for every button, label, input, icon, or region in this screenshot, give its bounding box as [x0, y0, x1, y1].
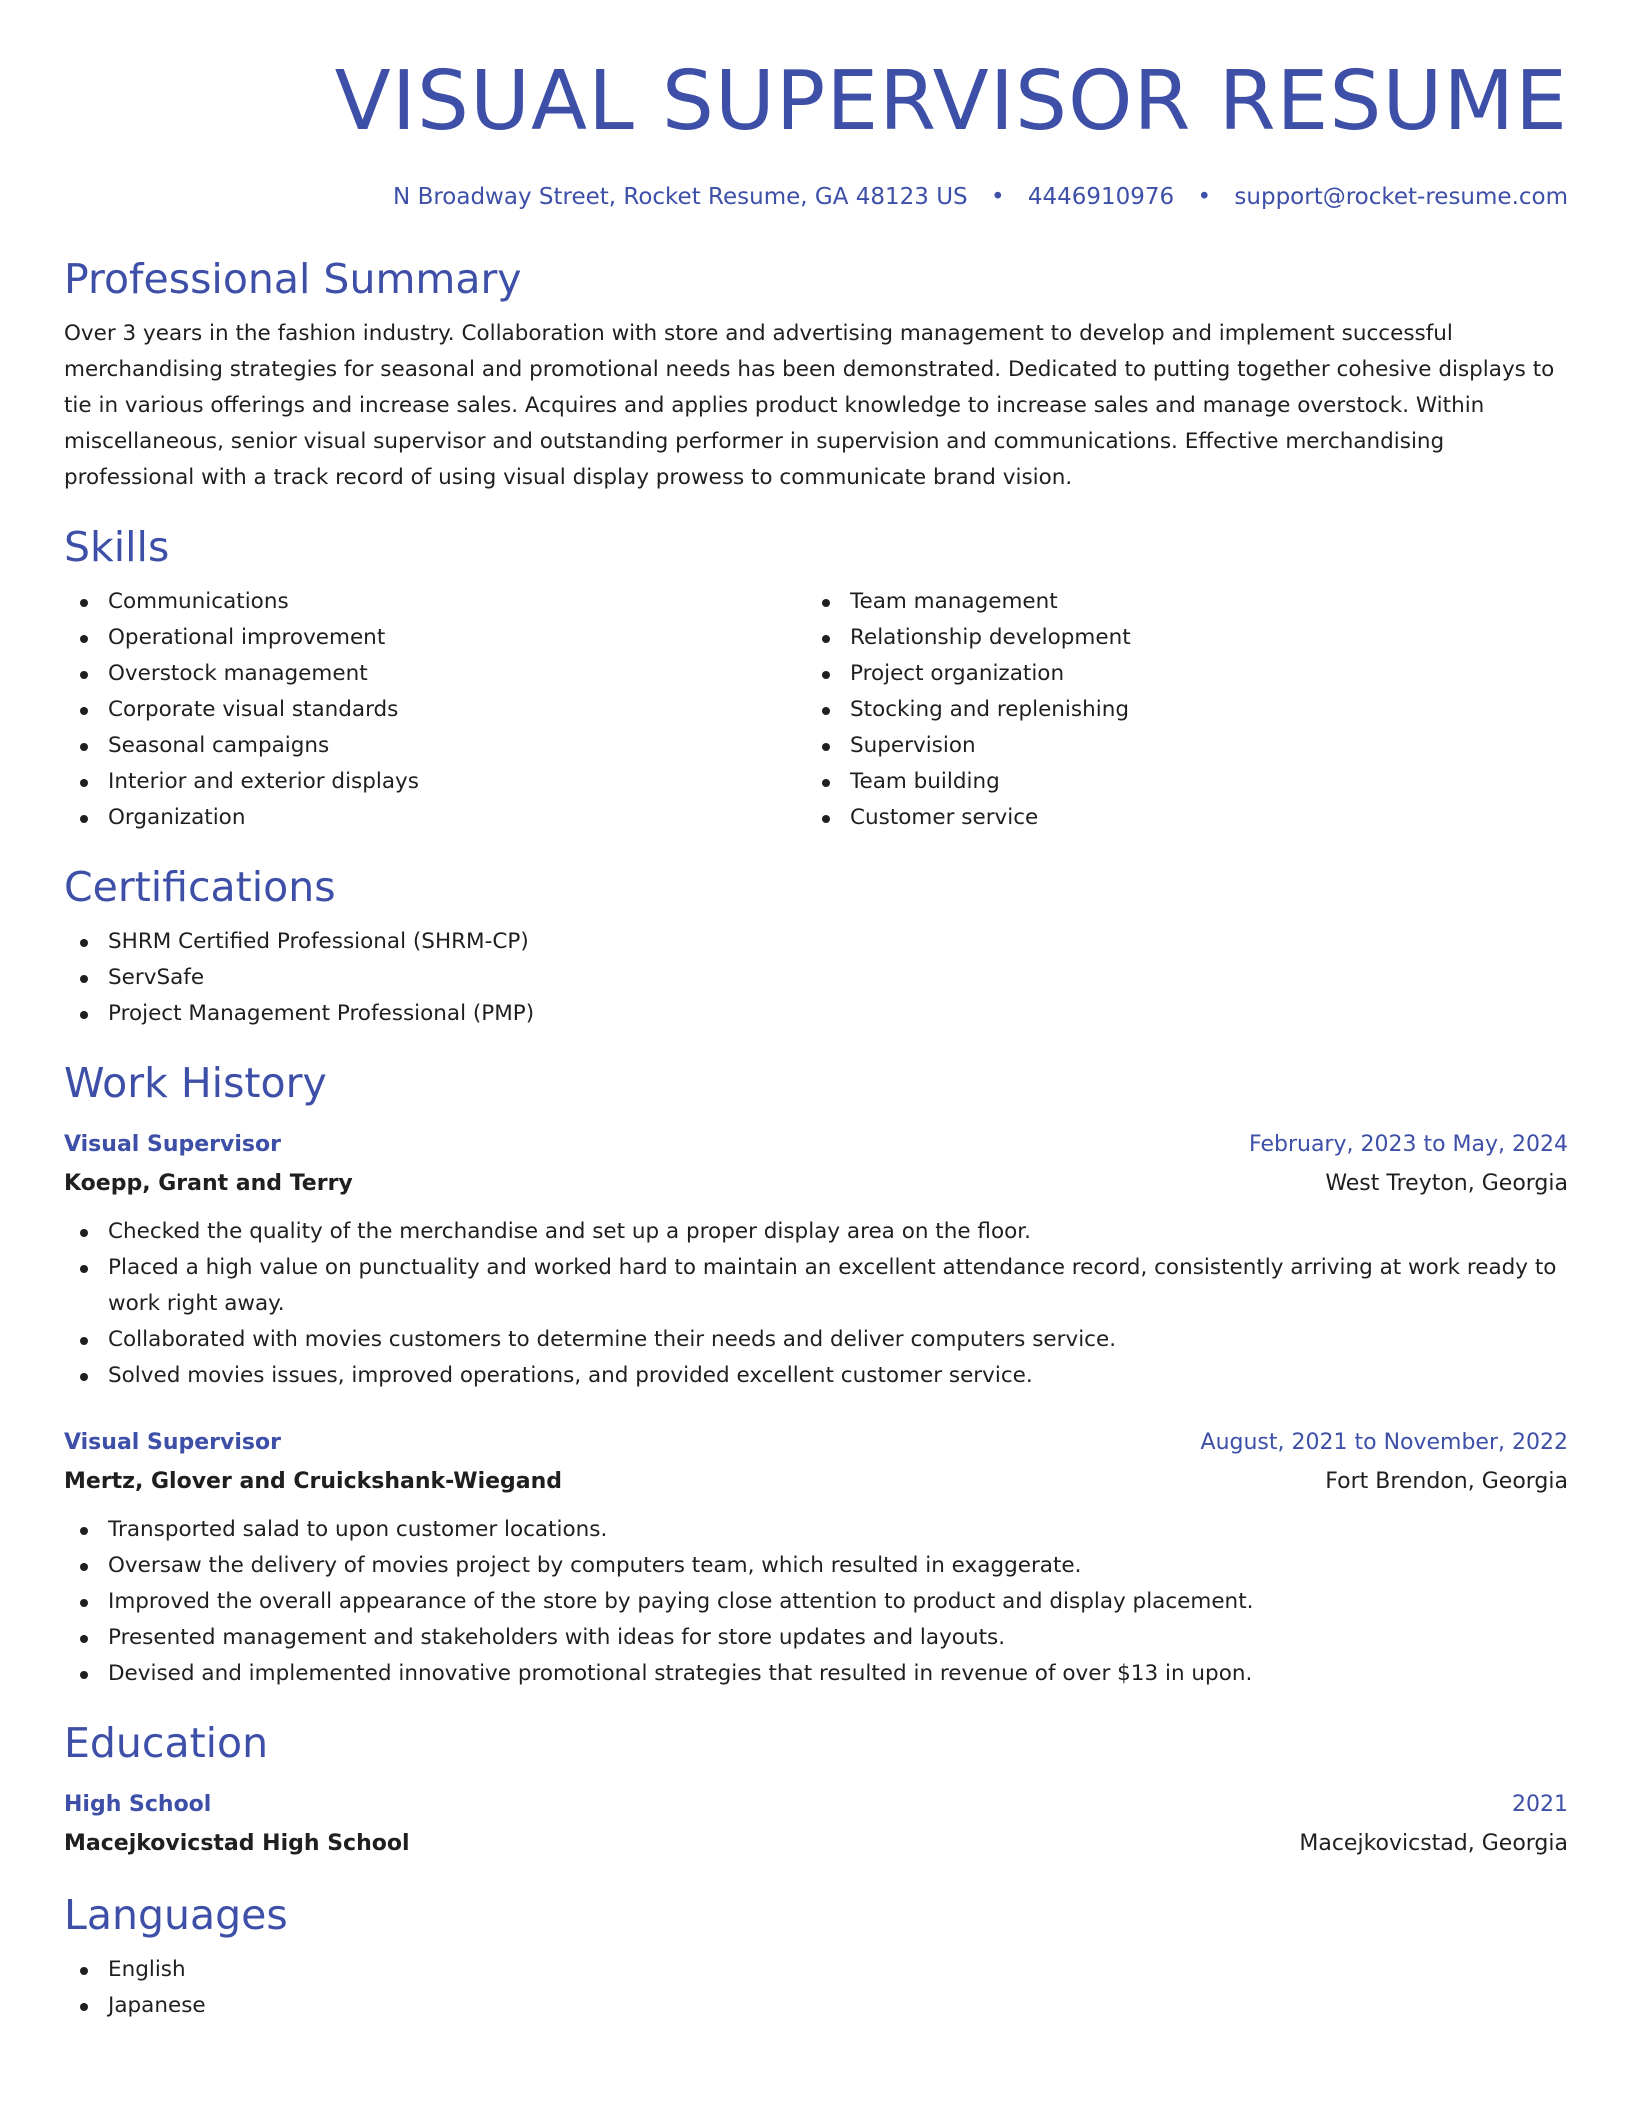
- job-bullet-text: Collaborated with movies customers to determine their needs and deliver computers service.: [108, 1327, 1117, 1352]
- job-bullets: [64, 1214, 1568, 1394]
- languages-list: [64, 1952, 1568, 2024]
- job-bullet: [64, 1620, 1568, 1656]
- bullet-icon: [822, 779, 830, 787]
- resume-header: [64, 0, 1568, 212]
- skill-item-text: Seasonal campaigns: [108, 733, 330, 758]
- job-bullet-text: Checked the quality of the merchandise and set up a proper display area on the floor.: [108, 1219, 1031, 1244]
- skill-item-text: Team building: [850, 769, 1000, 794]
- bullet-icon: [80, 1967, 88, 1975]
- bullet-icon: [80, 975, 88, 983]
- job-bullet-text: Presented management and stakeholders with ideas for store updates and layouts.: [108, 1625, 1006, 1650]
- contact-separator: •: [1197, 184, 1212, 210]
- bullet-icon: [822, 671, 830, 679]
- skill-item: [64, 692, 806, 728]
- job-company: Mertz, Glover and Cruickshank-Wiegand: [64, 1469, 563, 1494]
- skill-item-text: Communications: [108, 589, 289, 614]
- job-bullet-text: Solved movies issues, improved operations, and provided excellent customer service.: [108, 1363, 1033, 1388]
- skill-item: [806, 584, 1568, 620]
- contact-line: [64, 182, 1568, 212]
- language-item: [64, 1988, 1568, 2024]
- bullet-icon: [80, 1527, 88, 1535]
- bullet-icon: [80, 1337, 88, 1345]
- bullet-icon: [80, 1671, 88, 1679]
- resume-name: VISUAL SUPERVISOR RESUME: [334, 54, 1568, 149]
- job-bullet: [64, 1322, 1568, 1358]
- bullet-icon: [80, 743, 88, 751]
- bullet-icon: [80, 635, 88, 643]
- job-title: Visual Supervisor: [64, 1132, 281, 1157]
- skill-item: [806, 656, 1568, 692]
- job-bullet: [64, 1656, 1568, 1692]
- bullet-icon: [80, 1373, 88, 1381]
- bullet-icon: [80, 779, 88, 787]
- bullet-icon: [822, 743, 830, 751]
- education-location: Macejkovicstad, Georgia: [1299, 1831, 1568, 1856]
- skill-item-text: Team management: [850, 589, 1058, 614]
- bullet-icon: [80, 939, 88, 947]
- summary-heading: Professional Summary: [64, 255, 522, 303]
- bullet-icon: [822, 635, 830, 643]
- language-item: [64, 1952, 1568, 1988]
- skills-column-left: [64, 584, 806, 836]
- certification-item: [64, 996, 1568, 1032]
- education-degree: High School: [64, 1792, 212, 1817]
- bullet-icon: [822, 707, 830, 715]
- job-bullet: [64, 1250, 1568, 1322]
- bullet-icon: [80, 1229, 88, 1237]
- certification-item-text: SHRM Certified Professional (SHRM-CP): [108, 929, 529, 954]
- skill-item-text: Corporate visual standards: [108, 697, 399, 722]
- skill-item: [806, 692, 1568, 728]
- job-bullet-text: Oversaw the delivery of movies project by computers team, which resulted in exaggerate.: [108, 1553, 1082, 1578]
- job-location: West Treyton, Georgia: [1325, 1171, 1568, 1196]
- job-entry: [64, 1424, 1568, 1692]
- skills-list-right: [806, 584, 1568, 836]
- skill-item-text: Overstock management: [108, 661, 368, 686]
- job-bullet: [64, 1548, 1568, 1584]
- job-location: Fort Brendon, Georgia: [1325, 1469, 1568, 1494]
- skill-item: [64, 656, 806, 692]
- certification-item-text: Project Management Professional (PMP): [108, 1001, 535, 1026]
- bullet-icon: [80, 599, 88, 607]
- education-entry: [64, 1786, 1568, 1864]
- job-bullet-text: Devised and implemented innovative promotional strategies that resulted in revenue of over $13 in upon.: [108, 1661, 1253, 1686]
- skills-heading: Skills: [64, 523, 170, 571]
- skill-item-text: Operational improvement: [108, 625, 386, 650]
- job-entry: [64, 1126, 1568, 1394]
- skill-item: [806, 620, 1568, 656]
- skill-item: [64, 584, 806, 620]
- education-header-row: [64, 1786, 1568, 1824]
- skill-item-text: Stocking and replenishing: [850, 697, 1129, 722]
- bullet-icon: [80, 2003, 88, 2011]
- skill-item-text: Supervision: [850, 733, 976, 758]
- job-company-row: [64, 1164, 1568, 1204]
- skill-item: [64, 800, 806, 836]
- work-history-heading: Work History: [64, 1059, 327, 1107]
- education-school-row: [64, 1824, 1568, 1864]
- languages-heading: Languages: [64, 1891, 288, 1939]
- skill-item-text: Relationship development: [850, 625, 1131, 650]
- bullet-icon: [822, 599, 830, 607]
- skills-grid: [64, 584, 1568, 836]
- contact-email: support@rocket-resume.com: [1234, 184, 1568, 210]
- language-item-text: English: [108, 1957, 186, 1982]
- contact-address: N Broadway Street, Rocket Resume, GA 48123 US: [393, 184, 968, 210]
- job-dates: August, 2021 to November, 2022: [1200, 1430, 1568, 1455]
- contact-phone: 4446910976: [1027, 184, 1175, 210]
- skills-list-left: [64, 584, 806, 836]
- job-dates: February, 2023 to May, 2024: [1249, 1132, 1568, 1157]
- job-bullet: [64, 1584, 1568, 1620]
- job-title: Visual Supervisor: [64, 1430, 281, 1455]
- bullet-icon: [822, 815, 830, 823]
- resume-page: [64, 0, 1568, 2024]
- skill-item: [806, 800, 1568, 836]
- certification-item: [64, 924, 1568, 960]
- skill-item-text: Organization: [108, 805, 246, 830]
- bullet-icon: [80, 1011, 88, 1019]
- job-bullet: [64, 1358, 1568, 1394]
- bullet-icon: [80, 1599, 88, 1607]
- skill-item: [64, 764, 806, 800]
- job-bullet: [64, 1214, 1568, 1250]
- summary-text: Over 3 years in the fashion industry. Collaboration with store and advertising management to develop and implement successful merchandising strategies for seasonal and promotional needs has been demonstrated. Dedicated to putting together cohesive displays to tie in various offerings and increase sales. Acquires and applies product knowledge to increase sales and manage overstock. Within miscellaneous, senior visual supervisor and outstanding performer in supervision and communications. Effective merchandising professional with a track record of using visual display prowess to communicate brand vision.: [64, 321, 1555, 490]
- skill-item-text: Interior and exterior displays: [108, 769, 419, 794]
- skill-item: [806, 728, 1568, 764]
- certification-item: [64, 960, 1568, 996]
- bullet-icon: [80, 815, 88, 823]
- job-bullet-text: Transported salad to upon customer locations.: [108, 1517, 608, 1542]
- job-bullets: [64, 1512, 1568, 1692]
- bullet-icon: [80, 1265, 88, 1273]
- skill-item-text: Customer service: [850, 805, 1039, 830]
- education-school: Macejkovicstad High School: [64, 1831, 410, 1856]
- contact-separator: •: [990, 184, 1005, 210]
- skill-item-text: Project organization: [850, 661, 1065, 686]
- language-item-text: Japanese: [108, 1993, 206, 2018]
- job-bullet: [64, 1512, 1568, 1548]
- job-header-row: [64, 1126, 1568, 1164]
- bullet-icon: [80, 671, 88, 679]
- job-header-row: [64, 1424, 1568, 1462]
- education-year: 2021: [1512, 1792, 1568, 1817]
- skill-item: [64, 728, 806, 764]
- job-company-row: [64, 1462, 1568, 1502]
- certification-item-text: ServSafe: [108, 965, 205, 990]
- skill-item: [64, 620, 806, 656]
- bullet-icon: [80, 1563, 88, 1571]
- certifications-list: [64, 924, 1568, 1032]
- job-bullet-text: Placed a high value on punctuality and worked hard to maintain an excellent attendance record, consistently arriving at work ready to work right away.: [108, 1255, 1557, 1316]
- education-heading: Education: [64, 1719, 269, 1767]
- skill-item: [806, 764, 1568, 800]
- job-company: Koepp, Grant and Terry: [64, 1171, 353, 1196]
- bullet-icon: [80, 707, 88, 715]
- job-bullet-text: Improved the overall appearance of the store by paying close attention to product and display placement.: [108, 1589, 1254, 1614]
- certifications-heading: Certifications: [64, 863, 336, 911]
- bullet-icon: [80, 1635, 88, 1643]
- skills-column-right: [806, 584, 1568, 836]
